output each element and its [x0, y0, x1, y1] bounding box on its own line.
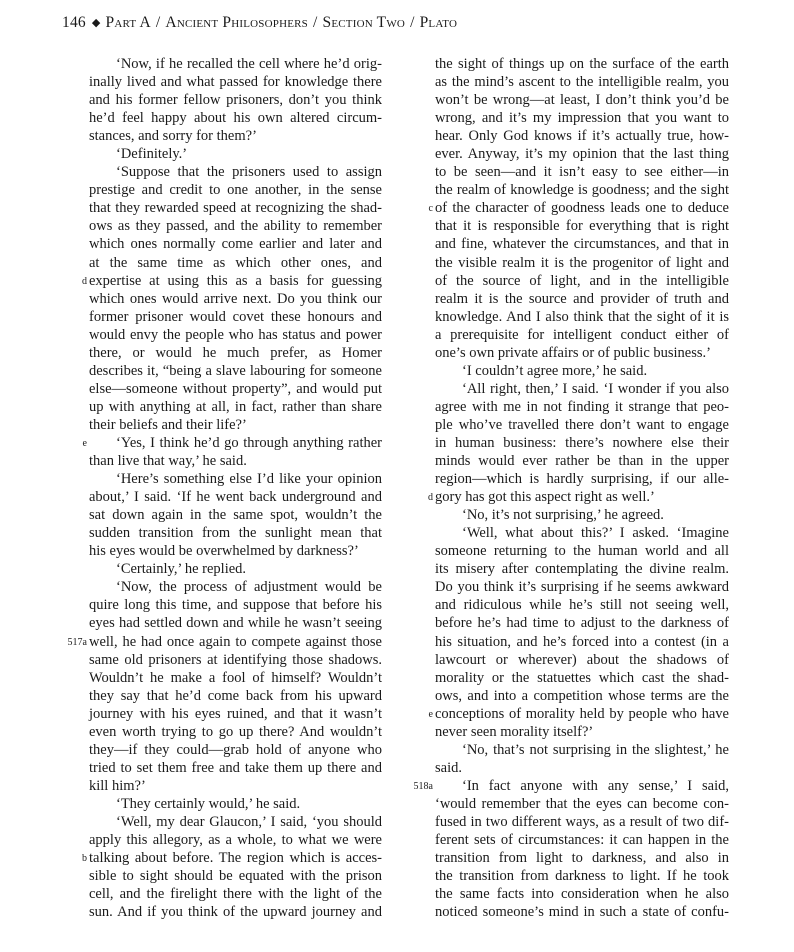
text-line: that they rewarded speed at recognizing the shad-	[89, 200, 382, 217]
text-line: ‘They certainly would,’ he said.	[116, 795, 301, 812]
text-line: ple who’ve travelled there don’t want to engage	[435, 416, 729, 433]
text-line: cell, and the firelight there with the light of the	[89, 886, 382, 903]
text-line: agree with me in not finding it strange that peo-	[435, 398, 729, 415]
stephanus-marker: c	[428, 203, 433, 215]
header-separator: /	[155, 14, 161, 31]
text-line: his situation, and he’s forced into a contest (in a	[435, 633, 729, 650]
stephanus-marker: d	[428, 492, 433, 504]
text-line: its misery after contemplating the divine realm.	[435, 561, 729, 578]
text-line: quire long this time, and suppose that before his	[89, 597, 382, 614]
text-line: up with anything at all, in fact, rather than share	[89, 398, 382, 415]
text-line: expertise at using this as a basis for guessing	[89, 272, 382, 289]
left-text-column	[89, 55, 382, 921]
text-line: knowledge. And I also think that the sight of it is	[435, 308, 729, 325]
header-separator: /	[410, 14, 415, 31]
text-line: a prerequisite for intelligent conduct either of	[435, 326, 729, 343]
text-line: lawcourt or wherever) about the shadows of	[435, 651, 729, 668]
text-line: the sight of things up on the surface of the earth	[435, 56, 729, 72]
text-line: ‘Definitely.’	[116, 146, 188, 163]
header-section-title: Ancient Philosophers	[165, 14, 309, 31]
text-line: hear. Only God knows if it’s actually true, how-	[435, 128, 729, 145]
text-line: at the same time as which other ones, and	[89, 254, 382, 271]
text-line: he’d feel happy about his own altered circum-	[89, 110, 382, 127]
text-line: ‘All right, then,’ I said. ‘I wonder if you also	[462, 380, 729, 397]
text-line: sible to sight should be equated with the prison	[89, 868, 382, 885]
stephanus-marker: e	[82, 438, 87, 450]
text-line: and his former fellow prisoners, don’t you think	[89, 92, 382, 109]
text-line: never seen morality itself?’	[435, 723, 594, 740]
text-line: ‘Suppose that the prisoners used to assign	[116, 164, 382, 181]
diamond-ornament-icon: ◆	[91, 17, 101, 29]
text-line: would envy the people who has status and power	[89, 326, 382, 343]
text-line: the same facts into consideration when he also	[435, 886, 729, 903]
text-line: transition from light to darkness, and also in	[435, 850, 729, 867]
text-line: ‘would remember that the eyes can become con-	[435, 795, 729, 812]
text-line: of the character of goodness leads one to deduce	[435, 200, 729, 217]
text-line: sat down again in the same spot, wouldn’t the	[89, 507, 382, 524]
text-line: ‘Now, if he recalled the cell where he’d orig-	[116, 56, 382, 72]
text-line: kill him?’	[89, 777, 146, 794]
text-line: journey with his eyes ruined, and that it wasn’t	[89, 705, 382, 722]
text-line: as the mind’s ascent to the intelligible realm, you	[435, 74, 729, 91]
text-line: ‘Certainly,’ he replied.	[116, 561, 247, 578]
text-line: and fine, whatever the circumstances, and that in	[435, 236, 729, 253]
stephanus-marker: 517a	[67, 636, 87, 648]
text-line: that it is responsible for everything that is right	[435, 218, 729, 235]
text-line: ows, and into a competition whose terms are the	[435, 687, 729, 704]
text-line: his eyes would be overwhelmed by darkness?’	[89, 543, 359, 560]
text-line: the transition from darkness to light. If he took	[435, 868, 729, 885]
header-part: Part A	[105, 14, 151, 31]
text-line: than live that way,’ he said.	[89, 453, 247, 470]
text-line: Do you think it’s surprising if he seems awkward	[435, 579, 729, 596]
text-line: ‘Well, what about this?’ I asked. ‘Imagine	[462, 525, 729, 542]
text-line: the visible realm it is the progenitor of light and	[435, 254, 729, 271]
text-line: morality or the statuettes which cast the shad-	[435, 669, 729, 686]
text-line: minds would ever rather be than in the upper	[435, 453, 729, 470]
text-line: ferent sets of circumstances: it can happen in the	[435, 832, 729, 849]
text-line: apply this allegory, as a whole, to what we were	[89, 832, 382, 849]
running-header	[62, 14, 457, 32]
right-text-column	[435, 55, 729, 921]
page-number: 146	[62, 14, 86, 31]
text-line: realm it is the source and provider of truth and	[435, 290, 729, 307]
text-line: ows as they passed, and the ability to remember	[89, 218, 382, 235]
text-line: sudden transition from the sunlight mean that	[89, 525, 382, 542]
text-line: prestige and credit to one another, in the sense	[89, 182, 382, 199]
text-line: Wouldn’t he make a fool of himself? Wouldn’t	[89, 669, 382, 686]
text-line: and ridiculous while he’s still not seeing well,	[435, 597, 729, 614]
text-line: ‘No, that’s not surprising in the slightest,’ he	[462, 741, 729, 758]
text-line: to be seen—and it isn’t easy to see either—in	[435, 164, 729, 181]
text-line: in human business: there’s nowhere else their	[435, 434, 729, 451]
text-line: ‘No, it’s not surprising,’ he agreed.	[462, 507, 664, 524]
text-line: there, or would he much prefer, as Homer	[89, 344, 382, 361]
text-line: about,’ I said. ‘If he went back underground and	[89, 489, 382, 506]
stephanus-marker: d	[82, 275, 87, 287]
stephanus-marker: 518a	[413, 781, 433, 792]
text-line: even worth trying to go up there? And wouldn’t	[89, 723, 382, 740]
text-line: region—which is hardly surprising, if our alle-	[435, 471, 729, 488]
text-line: said.	[435, 759, 462, 776]
text-line: fused in two different ways, as a result of two dif-	[435, 813, 729, 830]
text-line: they—if they could—grab hold of anyone who	[89, 741, 382, 758]
text-line: someone returning to the human world and all	[435, 543, 729, 560]
text-line: gory has got this aspect right as well.’	[435, 489, 655, 506]
header-section: Section Two	[322, 14, 406, 31]
text-line: the realm of knowledge is goodness; and the sight	[435, 182, 729, 199]
text-line: before he’s had time to adjust to the darkness of	[435, 615, 729, 632]
text-line: of the source of light, and in the intelligible	[435, 272, 729, 289]
text-line: sun. And if you think of the upward journey and	[89, 904, 382, 921]
text-line: same old prisoners at identifying those shadows.	[89, 651, 382, 668]
text-line: stances, and sorry for them?’	[89, 128, 257, 145]
text-line: conceptions of morality held by people who have	[435, 705, 729, 722]
text-line: ‘Yes, I think he’d go through anything rather	[116, 434, 382, 451]
text-line: ‘Now, the process of adjustment would be	[116, 579, 382, 596]
text-line: ‘Well, my dear Glaucon,’ I said, ‘you should	[116, 813, 382, 830]
text-line: inally lived and what passed for knowledge there	[89, 74, 382, 91]
text-line: ‘In fact anyone with any sense,’ I said,	[462, 777, 729, 794]
header-author: Plato	[419, 14, 458, 31]
text-line: ‘I couldn’t agree more,’ he said.	[462, 362, 648, 379]
text-line: wrong, and it’s my impression that you want to	[435, 110, 729, 127]
text-line: eyes had settled down and while he wasn’t seeing	[89, 615, 382, 632]
text-line: else—someone without property”, and would put	[89, 380, 382, 397]
text-line: talking about before. The region which is acces-	[89, 850, 382, 867]
header-separator: /	[313, 14, 318, 31]
text-line: which ones normally come earlier and later and	[89, 236, 382, 253]
text-line: one’s own private affairs or of public business.’	[435, 344, 711, 361]
text-line: their beliefs and their life?’	[89, 416, 247, 433]
text-line: which ones would arrive next. Do you think our	[89, 290, 382, 307]
stephanus-marker: e	[428, 708, 433, 720]
text-line: tried to set them free and take them up there and	[89, 759, 382, 776]
text-line: they say that he’d come back from his upward	[89, 687, 382, 704]
text-line: describes it, “being a slave labouring for someone	[89, 362, 382, 379]
text-line: former prisoner would covet these honours and	[89, 308, 382, 325]
text-line: noticed someone’s mind in such a state of confu-	[435, 904, 729, 921]
stephanus-marker: b	[82, 853, 87, 865]
text-line: won’t be wrong—at least, I don’t think you’d be	[435, 92, 729, 109]
text-line: well, he had once again to compete against those	[89, 633, 382, 650]
text-line: ever. Anyway, it’s my opinion that the last thing	[435, 146, 729, 163]
text-line: ‘Here’s something else I’d like your opinion	[116, 471, 382, 488]
